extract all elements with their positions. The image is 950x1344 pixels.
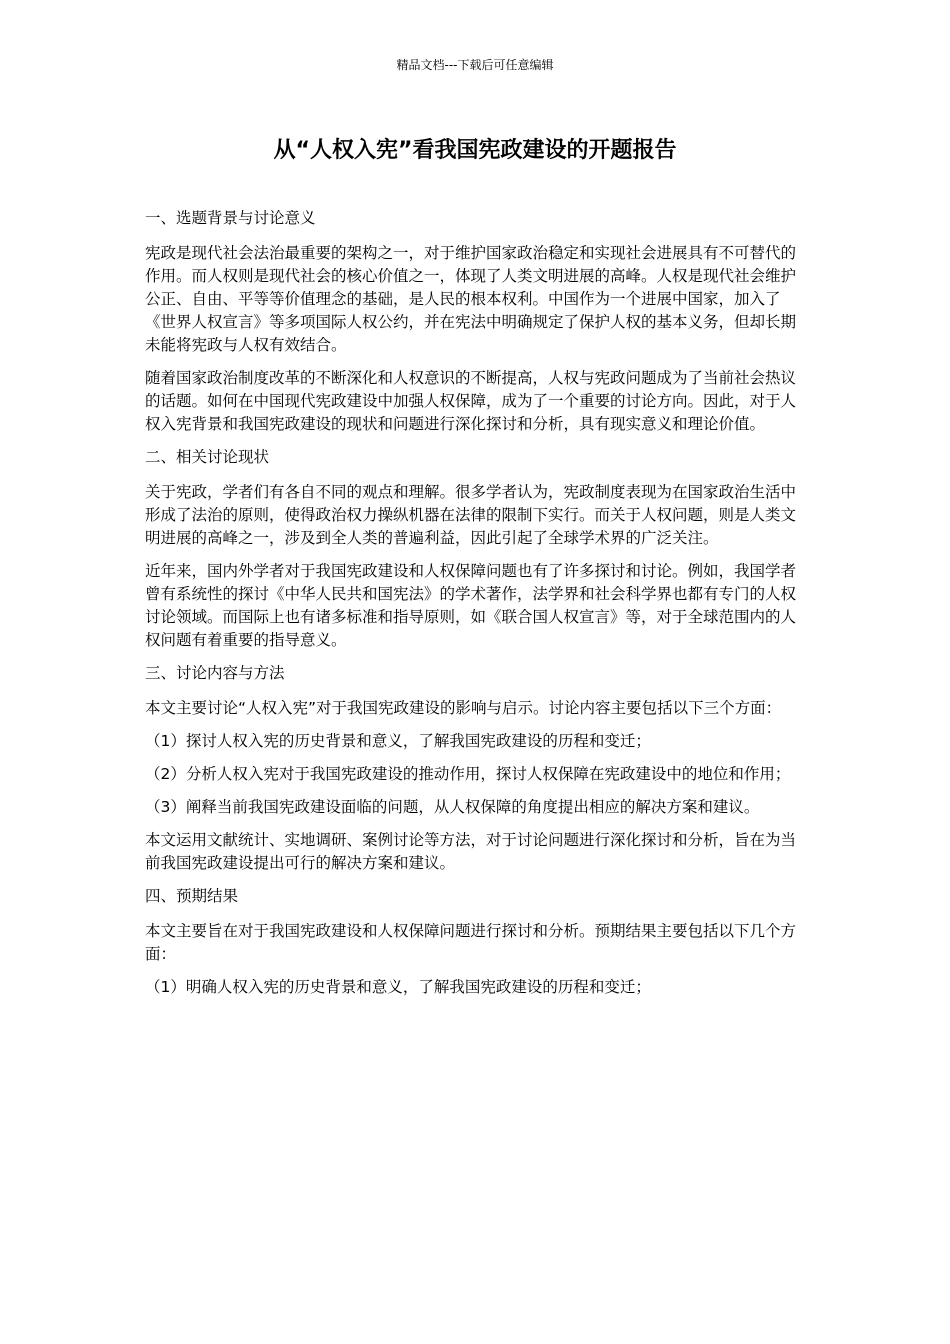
paragraph: 本文主要讨论“人权入宪”对于我国宪政建设的影响与启示。讨论内容主要包括以下三个方面： bbox=[145, 699, 782, 717]
list-item: （1）探讨人权入宪的历史背景和意义，了解我国宪政建设的历程和变迁； bbox=[145, 732, 651, 750]
list-item: （1）明确人权入宪的历史背景和意义，了解我国宪政建设的历程和变迁； bbox=[145, 978, 651, 996]
page-header: 精品文档---下载后可任意编辑 bbox=[396, 58, 554, 72]
paragraph: 关于宪政，学者们有各自不同的观点和理解。很多学者认为，宪政制度表现为在国家政治生活中形成了法治的原则，使得政治权力操纵机器在法律的限制下实行。而关于人权问题，则是人类文明进展的高峰之一，涉及到全人类的普遍利益，因此引起了全球学术界的广泛关注。 bbox=[145, 483, 797, 547]
section-heading-1: 一、选题背景与讨论意义 bbox=[145, 209, 316, 227]
paragraph: 近年来，国内外学者对于我国宪政建设和人权保障问题也有了许多探讨和讨论。例如，我国学者曾有系统性的探讨《中华人民共和国宪法》的学术著作，法学界和社会科学界也都有专门的人权讨论领域。而国际上也有诸多标准和指导原则，如《联合国人权宣言》等，对于全球范围内的人权问题有着重要的指导意义。 bbox=[145, 562, 797, 649]
paragraph: 随着国家政治制度改革的不断深化和人权意识的不断提高，人权与宪政问题成为了当前社会热议的话题。如何在中国现代宪政建设中加强人权保障，成为了一个重要的讨论方向。因此，对于人权入宪背景和我国宪政建设的现状和问题进行深化探讨和分析，具有现实意义和理论价值。 bbox=[145, 369, 797, 433]
document-body bbox=[145, 207, 807, 1009]
list-item: （2）分析人权入宪对于我国宪政建设的推动作用，探讨人权保障在宪政建设中的地位和作用； bbox=[145, 765, 791, 783]
list-item: （3）阐释当前我国宪政建设面临的问题，从人权保障的角度提出相应的解决方案和建议。 bbox=[145, 798, 760, 816]
document-title: 从“人权入宪”看我国宪政建设的开题报告 bbox=[273, 138, 677, 163]
paragraph: 宪政是现代社会法治最重要的架构之一，对于维护国家政治稳定和实现社会进展具有不可替代的作用。而人权则是现代社会的核心价值之一，体现了人类文明进展的高峰。人权是现代社会维护公正、自由、平等等价值理念的基础，是人民的根本权利。中国作为一个进展中国家，加入了《世界人权宣言》等多项国际人权公约，并在宪法中明确规定了保护人权的基本义务，但却长期未能将宪政与人权有效结合。 bbox=[145, 244, 797, 354]
section-heading-2: 二、相关讨论现状 bbox=[145, 448, 270, 466]
section-heading-4: 四、预期结果 bbox=[145, 887, 239, 905]
section-heading-3: 三、讨论内容与方法 bbox=[145, 664, 285, 682]
paragraph: 本文主要旨在对于我国宪政建设和人权保障问题进行探讨和分析。预期结果主要包括以下几个方面： bbox=[145, 922, 797, 963]
paragraph: 本文运用文献统计、实地调研、案例讨论等方法，对于讨论问题进行深化探讨和分析，旨在为当前我国宪政建设提出可行的解决方案和建议。 bbox=[145, 831, 797, 872]
